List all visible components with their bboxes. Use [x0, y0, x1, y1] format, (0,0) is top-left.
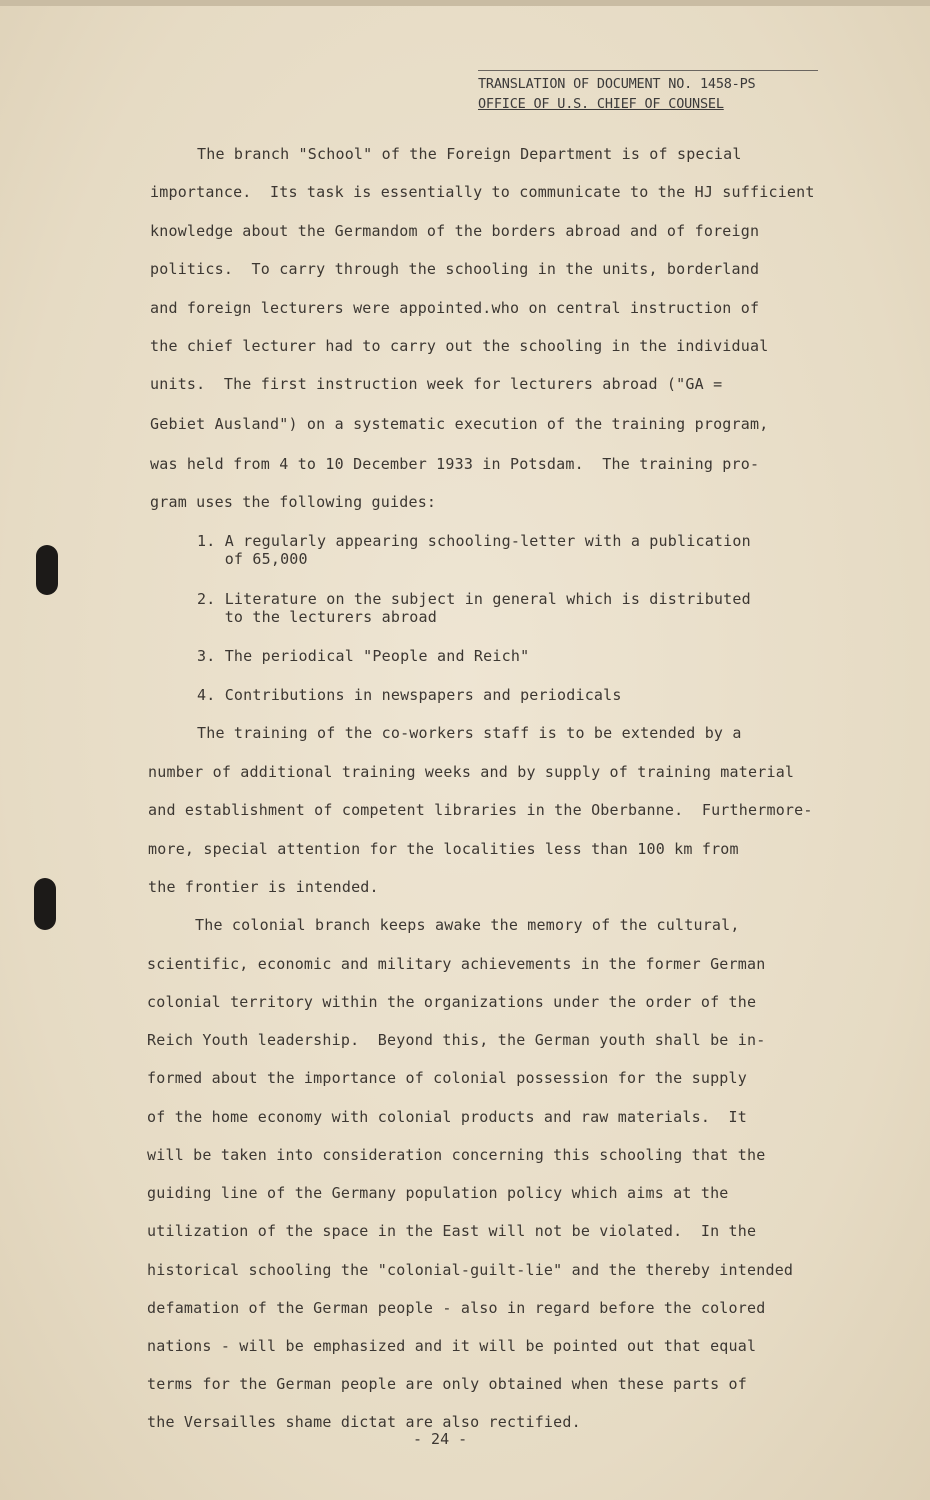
body-line: was held from 4 to 10 December 1933 in Potsdam. The training pro- [150, 455, 760, 473]
body-line: politics. To carry through the schooling in the units, borderland [150, 260, 760, 278]
header-office-line: OFFICE OF U.S. CHIEF OF COUNSEL [478, 96, 724, 112]
body-line: 2. Literature on the subject in general which is distributed [197, 590, 751, 608]
body-line: units. The first instruction week for lecturers abroad ("GA = [150, 375, 723, 393]
body-line: the Versailles shame dictat are also rectified. [147, 1413, 581, 1431]
body-line: of 65,000 [197, 550, 308, 568]
body-line: colonial territory within the organizations under the order of the [147, 993, 757, 1011]
body-line: scientific, economic and military achievements in the former German [147, 955, 766, 973]
body-line: knowledge about the Germandom of the borders abroad and of foreign [150, 222, 760, 240]
body-line: defamation of the German people - also in regard before the colored [147, 1299, 766, 1317]
body-line: 4. Contributions in newspapers and periodicals [197, 686, 622, 704]
body-line: gram uses the following guides: [150, 493, 437, 511]
body-line: 1. A regularly appearing schooling-letter with a publication [197, 532, 751, 550]
body-line: utilization of the space in the East will not be violated. In the [147, 1222, 757, 1240]
body-line: The branch "School" of the Foreign Department is of special [197, 145, 742, 163]
body-line: guiding line of the Germany population policy which aims at the [147, 1184, 729, 1202]
body-line: The training of the co-workers staff is to be extended by a [197, 724, 742, 742]
body-line: 3. The periodical "People and Reich" [197, 647, 530, 665]
punch-hole-top [36, 545, 58, 595]
body-line: the frontier is intended. [148, 878, 379, 896]
header-rule [478, 70, 818, 71]
body-line: and establishment of competent libraries in the Oberbanne. Furthermore- [148, 801, 813, 819]
body-line: formed about the importance of colonial possession for the supply [147, 1069, 747, 1087]
body-line: the chief lecturer had to carry out the schooling in the individual [150, 337, 769, 355]
body-line: more, special attention for the localities less than 100 km from [148, 840, 739, 858]
body-line: Reich Youth leadership. Beyond this, the German youth shall be in- [147, 1031, 766, 1049]
body-line: will be taken into consideration concerning this schooling that the [147, 1146, 766, 1164]
body-line: importance. Its task is essentially to communicate to the HJ sufficient [150, 183, 815, 201]
body-line: number of additional training weeks and by supply of training material [148, 763, 795, 781]
scan-edge [0, 0, 930, 6]
body-line: Gebiet Ausland") on a systematic execution of the training program, [150, 415, 769, 433]
document-header [478, 74, 828, 114]
header-translation-line: TRANSLATION OF DOCUMENT NO. 1458-PS [478, 76, 756, 92]
body-line: nations - will be emphasized and it will be pointed out that equal [147, 1337, 757, 1355]
body-line: The colonial branch keeps awake the memory of the cultural, [195, 916, 740, 934]
page-number: - 24 - [413, 1430, 468, 1448]
body-line: of the home economy with colonial products and raw materials. It [147, 1108, 747, 1126]
body-line: to the lecturers abroad [197, 608, 437, 626]
body-line: and foreign lecturers were appointed.who on central instruction of [150, 299, 760, 317]
punch-hole-bottom [34, 878, 56, 930]
body-line: terms for the German people are only obtained when these parts of [147, 1375, 747, 1393]
body-line: historical schooling the "colonial-guilt-lie" and the thereby intended [147, 1261, 794, 1279]
